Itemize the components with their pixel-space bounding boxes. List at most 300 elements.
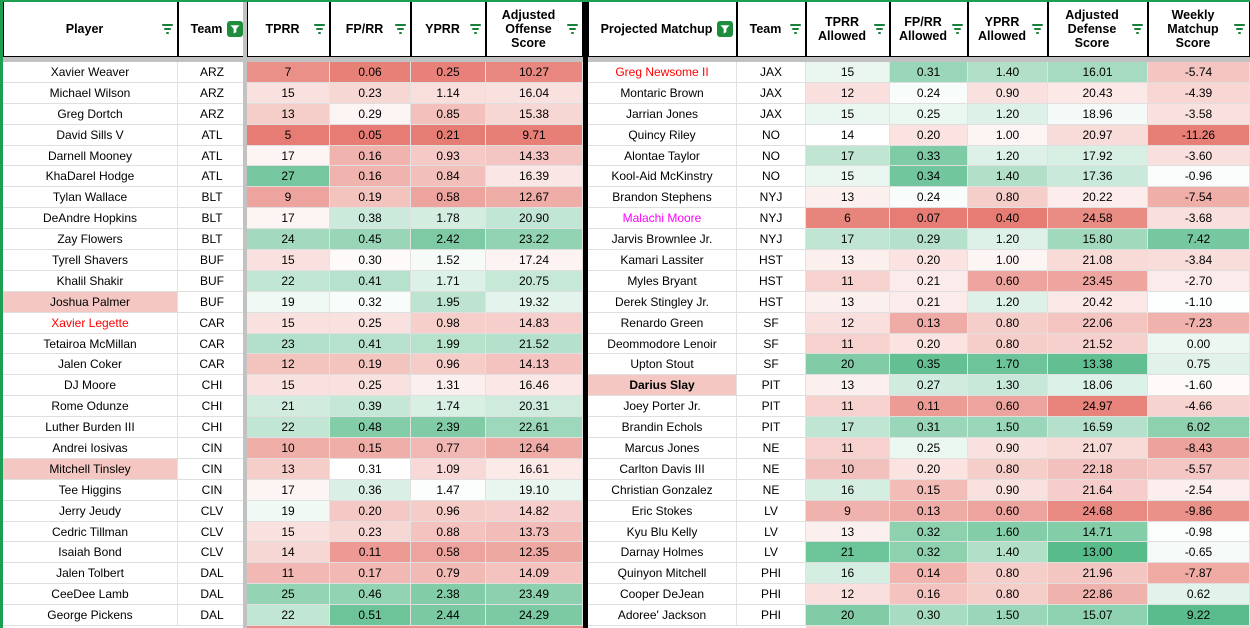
weekly-cell[interactable]: -4.39 — [1148, 83, 1250, 104]
tprr_allowed-cell[interactable]: 14 — [806, 125, 890, 146]
tprr_allowed-cell[interactable]: 13 — [806, 375, 890, 396]
fprr_allowed-cell[interactable]: 0.13 — [890, 313, 968, 334]
tprr_allowed-cell[interactable]: 11 — [806, 396, 890, 417]
team-cell[interactable]: BLT — [178, 187, 247, 208]
yprr-cell[interactable]: 1.74 — [411, 396, 486, 417]
weekly-cell[interactable]: 0.00 — [1148, 334, 1250, 355]
adj_def-cell[interactable]: 23.45 — [1048, 271, 1148, 292]
team-cell[interactable]: CAR — [178, 354, 247, 375]
yprr-cell[interactable]: 1.78 — [411, 208, 486, 229]
yprr-cell[interactable]: 0.96 — [411, 501, 486, 522]
player-name-cell[interactable]: David Sills V — [3, 125, 178, 146]
team-cell[interactable]: BUF — [178, 292, 247, 313]
weekly-cell[interactable]: 9.22 — [1148, 605, 1250, 626]
tprr_allowed-cell[interactable]: 16 — [806, 480, 890, 501]
player-name-cell[interactable]: Michael Wilson — [3, 83, 178, 104]
weekly-cell[interactable]: -9.86 — [1148, 501, 1250, 522]
yprr-cell[interactable]: 1.09 — [411, 459, 486, 480]
fprr-cell[interactable]: 0.17 — [330, 563, 411, 584]
fprr-cell[interactable]: 0.20 — [330, 501, 411, 522]
team-cell[interactable]: ATL — [178, 166, 247, 187]
tprr-cell[interactable]: 22 — [247, 271, 330, 292]
adj_def-cell[interactable]: 21.52 — [1048, 334, 1148, 355]
fprr_allowed-cell[interactable]: 0.34 — [890, 166, 968, 187]
tprr-cell[interactable]: 12 — [247, 354, 330, 375]
tprr_allowed-cell[interactable]: 20 — [806, 605, 890, 626]
tprr_allowed-cell[interactable]: 15 — [806, 62, 890, 83]
tprr_allowed-cell[interactable]: 11 — [806, 438, 890, 459]
fprr_allowed-cell[interactable]: 0.20 — [890, 125, 968, 146]
matchup-name-cell[interactable]: Darius Slay — [588, 375, 737, 396]
adj_def-cell[interactable]: 18.96 — [1048, 104, 1148, 125]
header-adj_off[interactable] — [486, 0, 583, 57]
tprr-cell[interactable]: 9 — [247, 187, 330, 208]
adj_off-cell[interactable]: 16.61 — [486, 459, 583, 480]
fprr-cell[interactable]: 0.25 — [330, 375, 411, 396]
adj_def-cell[interactable]: 20.42 — [1048, 292, 1148, 313]
tprr-cell[interactable]: 25 — [247, 584, 330, 605]
team-cell[interactable]: SF — [737, 354, 806, 375]
matchup-name-cell[interactable]: Kyu Blu Kelly — [588, 522, 737, 543]
tprr-cell[interactable]: 13 — [247, 104, 330, 125]
filter-icon[interactable] — [1032, 24, 1043, 34]
yprr_allowed-cell[interactable]: 0.60 — [968, 271, 1048, 292]
matchup-name-cell[interactable]: Brandin Echols — [588, 417, 737, 438]
weekly-cell[interactable]: -1.10 — [1148, 292, 1250, 313]
team-cell[interactable]: NE — [737, 438, 806, 459]
adj_def-cell[interactable]: 20.22 — [1048, 187, 1148, 208]
filter-icon[interactable] — [314, 24, 325, 34]
fprr-cell[interactable]: 0.11 — [330, 542, 411, 563]
team-cell[interactable]: CHI — [178, 417, 247, 438]
team-cell[interactable]: NYJ — [737, 208, 806, 229]
team-cell[interactable]: CAR — [178, 334, 247, 355]
adj_off-cell[interactable]: 21.52 — [486, 334, 583, 355]
header-yprr[interactable] — [411, 0, 486, 57]
fprr_allowed-cell[interactable]: 0.15 — [890, 480, 968, 501]
player-name-cell[interactable]: Jerry Jeudy — [3, 501, 178, 522]
yprr_allowed-cell[interactable]: 0.90 — [968, 83, 1048, 104]
team-cell[interactable]: BUF — [178, 271, 247, 292]
adj_off-cell[interactable]: 23.49 — [486, 584, 583, 605]
tprr-cell[interactable]: 17 — [247, 208, 330, 229]
yprr-cell[interactable]: 0.21 — [411, 125, 486, 146]
player-name-cell[interactable]: Luther Burden III — [3, 417, 178, 438]
yprr_allowed-cell[interactable]: 0.60 — [968, 396, 1048, 417]
yprr-cell[interactable]: 0.58 — [411, 187, 486, 208]
team-cell[interactable]: JAX — [737, 62, 806, 83]
weekly-cell[interactable]: -3.60 — [1148, 146, 1250, 167]
adj_off-cell[interactable]: 14.13 — [486, 354, 583, 375]
adj_off-cell[interactable]: 12.35 — [486, 542, 583, 563]
fprr_allowed-cell[interactable]: 0.25 — [890, 104, 968, 125]
fprr_allowed-cell[interactable]: 0.32 — [890, 522, 968, 543]
matchup-name-cell[interactable]: Eric Stokes — [588, 501, 737, 522]
yprr-cell[interactable]: 0.79 — [411, 563, 486, 584]
adj_off-cell[interactable]: 14.82 — [486, 501, 583, 522]
yprr-cell[interactable]: 0.85 — [411, 104, 486, 125]
tprr-cell[interactable]: 19 — [247, 292, 330, 313]
yprr_allowed-cell[interactable]: 1.20 — [968, 104, 1048, 125]
filter-icon[interactable] — [790, 24, 801, 34]
matchup-name-cell[interactable]: Derek Stingley Jr. — [588, 292, 737, 313]
player-name-cell[interactable]: Tetairoa McMillan — [3, 334, 178, 355]
player-name-cell[interactable]: George Pickens — [3, 605, 178, 626]
adj_def-cell[interactable]: 20.43 — [1048, 83, 1148, 104]
team-cell[interactable]: JAX — [737, 104, 806, 125]
tprr_allowed-cell[interactable]: 17 — [806, 417, 890, 438]
yprr-cell[interactable]: 1.95 — [411, 292, 486, 313]
filter-icon[interactable] — [1234, 24, 1245, 34]
matchup-name-cell[interactable]: Myles Bryant — [588, 271, 737, 292]
filter-active-icon[interactable] — [717, 21, 733, 37]
fprr-cell[interactable]: 0.29 — [330, 104, 411, 125]
fprr-cell[interactable]: 0.38 — [330, 208, 411, 229]
matchup-name-cell[interactable]: Christian Gonzalez — [588, 480, 737, 501]
fprr_allowed-cell[interactable]: 0.25 — [890, 438, 968, 459]
team-cell[interactable]: PHI — [737, 563, 806, 584]
frozen-row-divider[interactable] — [0, 57, 1250, 62]
adj_off-cell[interactable]: 14.83 — [486, 313, 583, 334]
header-fprr_allowed[interactable] — [890, 0, 968, 57]
yprr_allowed-cell[interactable]: 0.80 — [968, 187, 1048, 208]
tprr_allowed-cell[interactable]: 13 — [806, 187, 890, 208]
team-cell[interactable]: BUF — [178, 250, 247, 271]
team-cell[interactable]: SF — [737, 334, 806, 355]
adj_def-cell[interactable]: 22.86 — [1048, 584, 1148, 605]
fprr_allowed-cell[interactable]: 0.29 — [890, 229, 968, 250]
fprr-cell[interactable]: 0.19 — [330, 354, 411, 375]
fprr-cell[interactable]: 0.23 — [330, 522, 411, 543]
fprr-cell[interactable]: 0.19 — [330, 187, 411, 208]
filter-active-icon[interactable] — [227, 21, 243, 37]
weekly-cell[interactable]: -3.84 — [1148, 250, 1250, 271]
header-matchup[interactable] — [588, 0, 737, 57]
player-name-cell[interactable]: Cedric Tillman — [3, 522, 178, 543]
header-team[interactable] — [178, 0, 247, 57]
yprr-cell[interactable]: 1.71 — [411, 271, 486, 292]
player-name-cell[interactable]: Tee Higgins — [3, 480, 178, 501]
team-cell[interactable]: NO — [737, 146, 806, 167]
team-cell[interactable]: CIN — [178, 459, 247, 480]
filter-icon[interactable] — [1132, 24, 1143, 34]
matchup-name-cell[interactable]: Alontae Taylor — [588, 146, 737, 167]
yprr-cell[interactable]: 2.42 — [411, 229, 486, 250]
adj_def-cell[interactable]: 21.07 — [1048, 438, 1148, 459]
player-name-cell[interactable]: Xavier Legette — [3, 313, 178, 334]
tprr-cell[interactable]: 24 — [247, 229, 330, 250]
weekly-cell[interactable]: 6.02 — [1148, 417, 1250, 438]
yprr_allowed-cell[interactable]: 1.50 — [968, 417, 1048, 438]
weekly-cell[interactable]: -8.43 — [1148, 438, 1250, 459]
team-cell[interactable]: HST — [737, 250, 806, 271]
adj_def-cell[interactable]: 13.38 — [1048, 354, 1148, 375]
yprr_allowed-cell[interactable]: 1.40 — [968, 166, 1048, 187]
weekly-cell[interactable]: 0.62 — [1148, 584, 1250, 605]
team-cell[interactable]: SF — [737, 313, 806, 334]
team-cell[interactable]: NE — [737, 480, 806, 501]
header-team[interactable] — [737, 0, 806, 57]
tprr-cell[interactable]: 10 — [247, 438, 330, 459]
tprr_allowed-cell[interactable]: 12 — [806, 584, 890, 605]
adj_def-cell[interactable]: 14.71 — [1048, 522, 1148, 543]
weekly-cell[interactable]: -7.87 — [1148, 563, 1250, 584]
tprr-cell[interactable]: 27 — [247, 166, 330, 187]
adj_def-cell[interactable]: 20.97 — [1048, 125, 1148, 146]
weekly-cell[interactable]: -0.96 — [1148, 166, 1250, 187]
fprr-cell[interactable]: 0.48 — [330, 417, 411, 438]
player-name-cell[interactable]: Isaiah Bond — [3, 542, 178, 563]
filter-icon[interactable] — [470, 24, 481, 34]
tprr-cell[interactable]: 23 — [247, 334, 330, 355]
player-name-cell[interactable]: DeAndre Hopkins — [3, 208, 178, 229]
header-player[interactable] — [3, 0, 178, 57]
player-name-cell[interactable]: KhaDarel Hodge — [3, 166, 178, 187]
yprr_allowed-cell[interactable]: 1.20 — [968, 292, 1048, 313]
player-name-cell[interactable]: Mitchell Tinsley — [3, 459, 178, 480]
team-cell[interactable]: NO — [737, 125, 806, 146]
fprr_allowed-cell[interactable]: 0.35 — [890, 354, 968, 375]
tprr_allowed-cell[interactable]: 17 — [806, 146, 890, 167]
adj_off-cell[interactable]: 19.32 — [486, 292, 583, 313]
adj_def-cell[interactable]: 24.97 — [1048, 396, 1148, 417]
yprr-cell[interactable]: 0.25 — [411, 62, 486, 83]
matchup-name-cell[interactable]: Adoree' Jackson — [588, 605, 737, 626]
team-cell[interactable]: PIT — [737, 417, 806, 438]
adj_def-cell[interactable]: 24.68 — [1048, 501, 1148, 522]
weekly-cell[interactable]: -1.60 — [1148, 375, 1250, 396]
team-cell[interactable]: CIN — [178, 480, 247, 501]
player-name-cell[interactable]: Khalil Shakir — [3, 271, 178, 292]
adj_off-cell[interactable]: 22.61 — [486, 417, 583, 438]
header-adj_def[interactable] — [1048, 0, 1148, 57]
fprr_allowed-cell[interactable]: 0.14 — [890, 563, 968, 584]
filter-icon[interactable] — [395, 24, 406, 34]
team-cell[interactable]: CHI — [178, 375, 247, 396]
team-cell[interactable]: PHI — [737, 605, 806, 626]
fprr-cell[interactable]: 0.41 — [330, 334, 411, 355]
filter-icon[interactable] — [567, 24, 578, 34]
matchup-name-cell[interactable]: Quincy Riley — [588, 125, 737, 146]
adj_off-cell[interactable]: 17.24 — [486, 250, 583, 271]
fprr_allowed-cell[interactable]: 0.16 — [890, 584, 968, 605]
yprr_allowed-cell[interactable]: 0.60 — [968, 501, 1048, 522]
team-cell[interactable]: CLV — [178, 522, 247, 543]
adj_def-cell[interactable]: 17.36 — [1048, 166, 1148, 187]
tprr-cell[interactable]: 7 — [247, 62, 330, 83]
tprr-cell[interactable]: 11 — [247, 563, 330, 584]
fprr-cell[interactable]: 0.05 — [330, 125, 411, 146]
yprr-cell[interactable]: 2.39 — [411, 417, 486, 438]
adj_off-cell[interactable]: 20.75 — [486, 271, 583, 292]
yprr-cell[interactable]: 2.44 — [411, 605, 486, 626]
yprr-cell[interactable]: 0.98 — [411, 313, 486, 334]
team-cell[interactable]: ARZ — [178, 62, 247, 83]
player-name-cell[interactable]: Jalen Coker — [3, 354, 178, 375]
matchup-name-cell[interactable]: Kamari Lassiter — [588, 250, 737, 271]
fprr_allowed-cell[interactable]: 0.20 — [890, 250, 968, 271]
adj_def-cell[interactable]: 16.01 — [1048, 62, 1148, 83]
team-cell[interactable]: ARZ — [178, 83, 247, 104]
team-cell[interactable]: PHI — [737, 584, 806, 605]
yprr_allowed-cell[interactable]: 0.80 — [968, 334, 1048, 355]
yprr-cell[interactable]: 0.96 — [411, 354, 486, 375]
fprr_allowed-cell[interactable]: 0.31 — [890, 417, 968, 438]
yprr_allowed-cell[interactable]: 0.40 — [968, 208, 1048, 229]
fprr-cell[interactable]: 0.15 — [330, 438, 411, 459]
yprr_allowed-cell[interactable]: 0.80 — [968, 563, 1048, 584]
tprr-cell[interactable]: 22 — [247, 417, 330, 438]
fprr-cell[interactable]: 0.45 — [330, 229, 411, 250]
fprr_allowed-cell[interactable]: 0.21 — [890, 292, 968, 313]
tprr-cell[interactable]: 22 — [247, 605, 330, 626]
team-cell[interactable]: ARZ — [178, 104, 247, 125]
tprr-cell[interactable]: 15 — [247, 522, 330, 543]
player-name-cell[interactable]: Rome Odunze — [3, 396, 178, 417]
adj_def-cell[interactable]: 21.08 — [1048, 250, 1148, 271]
matchup-name-cell[interactable]: Jarrian Jones — [588, 104, 737, 125]
matchup-name-cell[interactable]: Carlton Davis III — [588, 459, 737, 480]
yprr-cell[interactable]: 1.47 — [411, 480, 486, 501]
adj_def-cell[interactable]: 24.58 — [1048, 208, 1148, 229]
weekly-cell[interactable]: -4.66 — [1148, 396, 1250, 417]
team-cell[interactable]: NO — [737, 166, 806, 187]
yprr-cell[interactable]: 1.14 — [411, 83, 486, 104]
player-name-cell[interactable]: Tyrell Shavers — [3, 250, 178, 271]
team-cell[interactable]: BLT — [178, 229, 247, 250]
filter-icon[interactable] — [874, 24, 885, 34]
fprr_allowed-cell[interactable]: 0.07 — [890, 208, 968, 229]
frozen-col-divider[interactable] — [243, 0, 247, 628]
yprr-cell[interactable]: 0.93 — [411, 146, 486, 167]
fprr-cell[interactable]: 0.46 — [330, 584, 411, 605]
adj_off-cell[interactable]: 16.04 — [486, 83, 583, 104]
yprr_allowed-cell[interactable]: 1.70 — [968, 354, 1048, 375]
weekly-cell[interactable]: -2.70 — [1148, 271, 1250, 292]
yprr-cell[interactable]: 0.84 — [411, 166, 486, 187]
fprr_allowed-cell[interactable]: 0.24 — [890, 187, 968, 208]
weekly-cell[interactable]: -7.54 — [1148, 187, 1250, 208]
yprr_allowed-cell[interactable]: 1.40 — [968, 542, 1048, 563]
adj_off-cell[interactable]: 23.22 — [486, 229, 583, 250]
matchup-name-cell[interactable]: Darnay Holmes — [588, 542, 737, 563]
tprr-cell[interactable]: 21 — [247, 396, 330, 417]
tprr-cell[interactable]: 14 — [247, 542, 330, 563]
yprr_allowed-cell[interactable]: 1.40 — [968, 62, 1048, 83]
adj_def-cell[interactable]: 15.80 — [1048, 229, 1148, 250]
tprr-cell[interactable]: 17 — [247, 146, 330, 167]
matchup-name-cell[interactable]: Brandon Stephens — [588, 187, 737, 208]
matchup-name-cell[interactable]: Malachi Moore — [588, 208, 737, 229]
team-cell[interactable]: ATL — [178, 146, 247, 167]
header-tprr[interactable] — [247, 0, 330, 57]
tprr-cell[interactable]: 19 — [247, 501, 330, 522]
team-cell[interactable]: PIT — [737, 375, 806, 396]
fprr-cell[interactable]: 0.25 — [330, 313, 411, 334]
fprr-cell[interactable]: 0.31 — [330, 459, 411, 480]
tprr_allowed-cell[interactable]: 13 — [806, 292, 890, 313]
tprr_allowed-cell[interactable]: 21 — [806, 542, 890, 563]
weekly-cell[interactable]: -0.65 — [1148, 542, 1250, 563]
team-cell[interactable]: HST — [737, 271, 806, 292]
yprr_allowed-cell[interactable]: 0.80 — [968, 313, 1048, 334]
adj_def-cell[interactable]: 18.06 — [1048, 375, 1148, 396]
weekly-cell[interactable]: -2.54 — [1148, 480, 1250, 501]
player-name-cell[interactable]: Tylan Wallace — [3, 187, 178, 208]
player-name-cell[interactable]: Xavier Weaver — [3, 62, 178, 83]
weekly-cell[interactable]: -3.58 — [1148, 104, 1250, 125]
matchup-name-cell[interactable]: Greg Newsome II — [588, 62, 737, 83]
team-cell[interactable]: DAL — [178, 563, 247, 584]
player-name-cell[interactable]: Andrei Iosivas — [3, 438, 178, 459]
yprr-cell[interactable]: 0.58 — [411, 542, 486, 563]
team-cell[interactable]: NYJ — [737, 187, 806, 208]
team-cell[interactable]: NE — [737, 459, 806, 480]
weekly-cell[interactable]: -7.23 — [1148, 313, 1250, 334]
yprr_allowed-cell[interactable]: 1.20 — [968, 146, 1048, 167]
tprr_allowed-cell[interactable]: 9 — [806, 501, 890, 522]
fprr_allowed-cell[interactable]: 0.30 — [890, 605, 968, 626]
tprr_allowed-cell[interactable]: 10 — [806, 459, 890, 480]
team-cell[interactable]: HST — [737, 292, 806, 313]
player-name-cell[interactable]: Greg Dortch — [3, 104, 178, 125]
tprr_allowed-cell[interactable]: 11 — [806, 334, 890, 355]
team-cell[interactable]: DAL — [178, 584, 247, 605]
adj_off-cell[interactable]: 19.10 — [486, 480, 583, 501]
fprr_allowed-cell[interactable]: 0.27 — [890, 375, 968, 396]
team-cell[interactable]: LV — [737, 542, 806, 563]
player-name-cell[interactable]: Jalen Tolbert — [3, 563, 178, 584]
tprr-cell[interactable]: 15 — [247, 83, 330, 104]
team-cell[interactable]: LV — [737, 501, 806, 522]
adj_def-cell[interactable]: 21.64 — [1048, 480, 1148, 501]
header-tprr_allowed[interactable] — [806, 0, 890, 57]
weekly-cell[interactable]: -5.57 — [1148, 459, 1250, 480]
tprr_allowed-cell[interactable]: 13 — [806, 250, 890, 271]
fprr-cell[interactable]: 0.41 — [330, 271, 411, 292]
matchup-name-cell[interactable]: Kool-Aid McKinstry — [588, 166, 737, 187]
weekly-cell[interactable]: -0.98 — [1148, 522, 1250, 543]
tprr_allowed-cell[interactable]: 13 — [806, 522, 890, 543]
adj_off-cell[interactable]: 16.46 — [486, 375, 583, 396]
adj_off-cell[interactable]: 9.71 — [486, 125, 583, 146]
fprr_allowed-cell[interactable]: 0.31 — [890, 62, 968, 83]
header-weekly[interactable] — [1148, 0, 1250, 57]
matchup-name-cell[interactable]: Deommodore Lenoir — [588, 334, 737, 355]
adj_def-cell[interactable]: 17.92 — [1048, 146, 1148, 167]
fprr-cell[interactable]: 0.06 — [330, 62, 411, 83]
fprr_allowed-cell[interactable]: 0.33 — [890, 146, 968, 167]
team-cell[interactable]: JAX — [737, 83, 806, 104]
fprr-cell[interactable]: 0.36 — [330, 480, 411, 501]
tprr_allowed-cell[interactable]: 12 — [806, 83, 890, 104]
yprr_allowed-cell[interactable]: 0.80 — [968, 584, 1048, 605]
fprr-cell[interactable]: 0.51 — [330, 605, 411, 626]
tprr_allowed-cell[interactable]: 20 — [806, 354, 890, 375]
tprr_allowed-cell[interactable]: 6 — [806, 208, 890, 229]
tprr_allowed-cell[interactable]: 17 — [806, 229, 890, 250]
yprr_allowed-cell[interactable]: 1.20 — [968, 229, 1048, 250]
weekly-cell[interactable]: 0.75 — [1148, 354, 1250, 375]
filter-icon[interactable] — [952, 24, 963, 34]
player-name-cell[interactable]: CeeDee Lamb — [3, 584, 178, 605]
matchup-name-cell[interactable]: Upton Stout — [588, 354, 737, 375]
team-cell[interactable]: CIN — [178, 438, 247, 459]
fprr-cell[interactable]: 0.23 — [330, 83, 411, 104]
fprr_allowed-cell[interactable]: 0.13 — [890, 501, 968, 522]
tprr_allowed-cell[interactable]: 12 — [806, 313, 890, 334]
player-name-cell[interactable]: Darnell Mooney — [3, 146, 178, 167]
